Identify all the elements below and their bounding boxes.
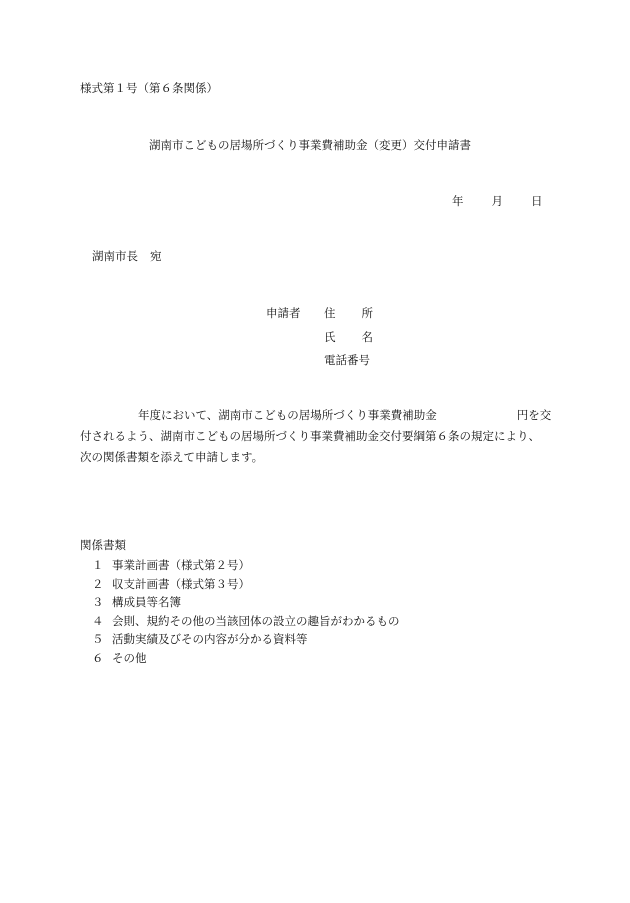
list-item — [92, 630, 400, 649]
body-line-2: 付されるよう、湖南市こどもの居場所づくり事業費補助金交付要綱第６条の規定により、 — [80, 429, 540, 443]
body-line-3: 次の関係書類を添えて申請します。 — [80, 450, 264, 464]
address-label — [324, 305, 373, 321]
application-body — [80, 405, 550, 468]
applicant-label: 申請者 — [266, 306, 301, 320]
item-number: ４ — [92, 613, 104, 628]
related-documents-heading: 関係書類 — [80, 538, 126, 552]
body-line-1-b: 円を交 — [516, 408, 552, 422]
list-item — [92, 593, 400, 612]
list-item — [92, 612, 400, 631]
phone-label: 電話番号 — [324, 353, 370, 367]
item-text: 事業計画書（様式第２号） — [112, 558, 250, 572]
date-line — [452, 193, 543, 209]
related-documents-list — [92, 556, 400, 668]
date-month-label: 月 — [491, 194, 503, 208]
name-label-char-2: 名 — [361, 330, 373, 344]
list-item — [92, 649, 400, 668]
list-item — [92, 575, 400, 594]
form-number: 様式第１号（第６条関係） — [80, 81, 218, 95]
item-text: 活動実績及びその内容が分かる資料等 — [112, 632, 308, 647]
address-label-char-2: 所 — [361, 306, 373, 320]
item-number: １ — [92, 558, 104, 572]
name-label — [324, 329, 373, 345]
item-text: 収支計画書（様式第３号） — [112, 576, 250, 591]
document-title: 湖南市こどもの居場所づくり事業費補助金（変更）交付申請書 — [149, 138, 471, 152]
body-line-1-a: 年度において、湖南市こどもの居場所づくり事業費補助金 — [138, 408, 437, 422]
item-text: 会則、規約その他の当該団体の設立の趣旨がわかるもの — [112, 613, 400, 628]
item-text: その他 — [112, 650, 147, 665]
date-year-label: 年 — [452, 194, 464, 208]
list-item — [92, 556, 400, 575]
name-label-char-1: 氏 — [324, 330, 336, 344]
item-number: ６ — [92, 650, 104, 665]
item-text: 構成員等名簿 — [112, 595, 181, 610]
address-label-char-1: 住 — [324, 306, 336, 320]
date-day-label: 日 — [531, 194, 543, 208]
item-number: ３ — [92, 595, 104, 610]
body-line-1 — [80, 405, 550, 426]
addressee-name: 湖南市長 — [92, 249, 138, 263]
item-number: ２ — [92, 576, 104, 591]
addressee — [92, 248, 162, 264]
addressee-honorific: 宛 — [150, 249, 162, 263]
item-number: ５ — [92, 632, 104, 647]
